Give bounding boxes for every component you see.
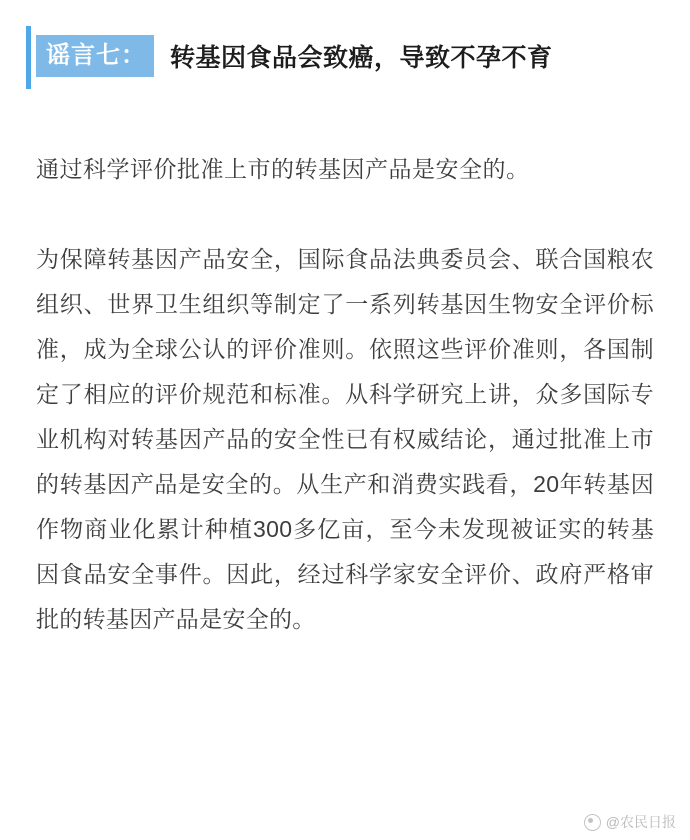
page-title: 转基因食品会致癌，导致不孕不育 xyxy=(170,44,553,72)
article-header xyxy=(36,0,654,90)
watermark xyxy=(584,812,676,832)
watermark-label: @农民日报 xyxy=(605,814,676,830)
accent-rule xyxy=(26,26,31,89)
article-body: 为保障转基因产品安全，国际食品法典委员会、联合国粮农组织、世界卫生组织等制定了一系列转基因生物安全评价标准，成为全球公认的评价准则。依照这些评价准则，各国制定了相应的评价规范和标准。从科学研究上讲，众多国际专业机构对转基因产品的安全性已有权威结论，通过批准上市的转基因产品是安全的。从生产和消费实践看，20年转基因作物商业化累计种植300多亿亩，至今未发现被证实的转基因食品安全事件。因此，经过科学家安全评价、政府严格审批的转基因产品是安全的。 xyxy=(36,245,654,632)
weibo-eye-icon xyxy=(584,814,601,831)
article-lead: 通过科学评价批准上市的转基因产品是安全的。 xyxy=(36,156,530,182)
rumor-number-tag: 谣言七： xyxy=(36,35,154,77)
